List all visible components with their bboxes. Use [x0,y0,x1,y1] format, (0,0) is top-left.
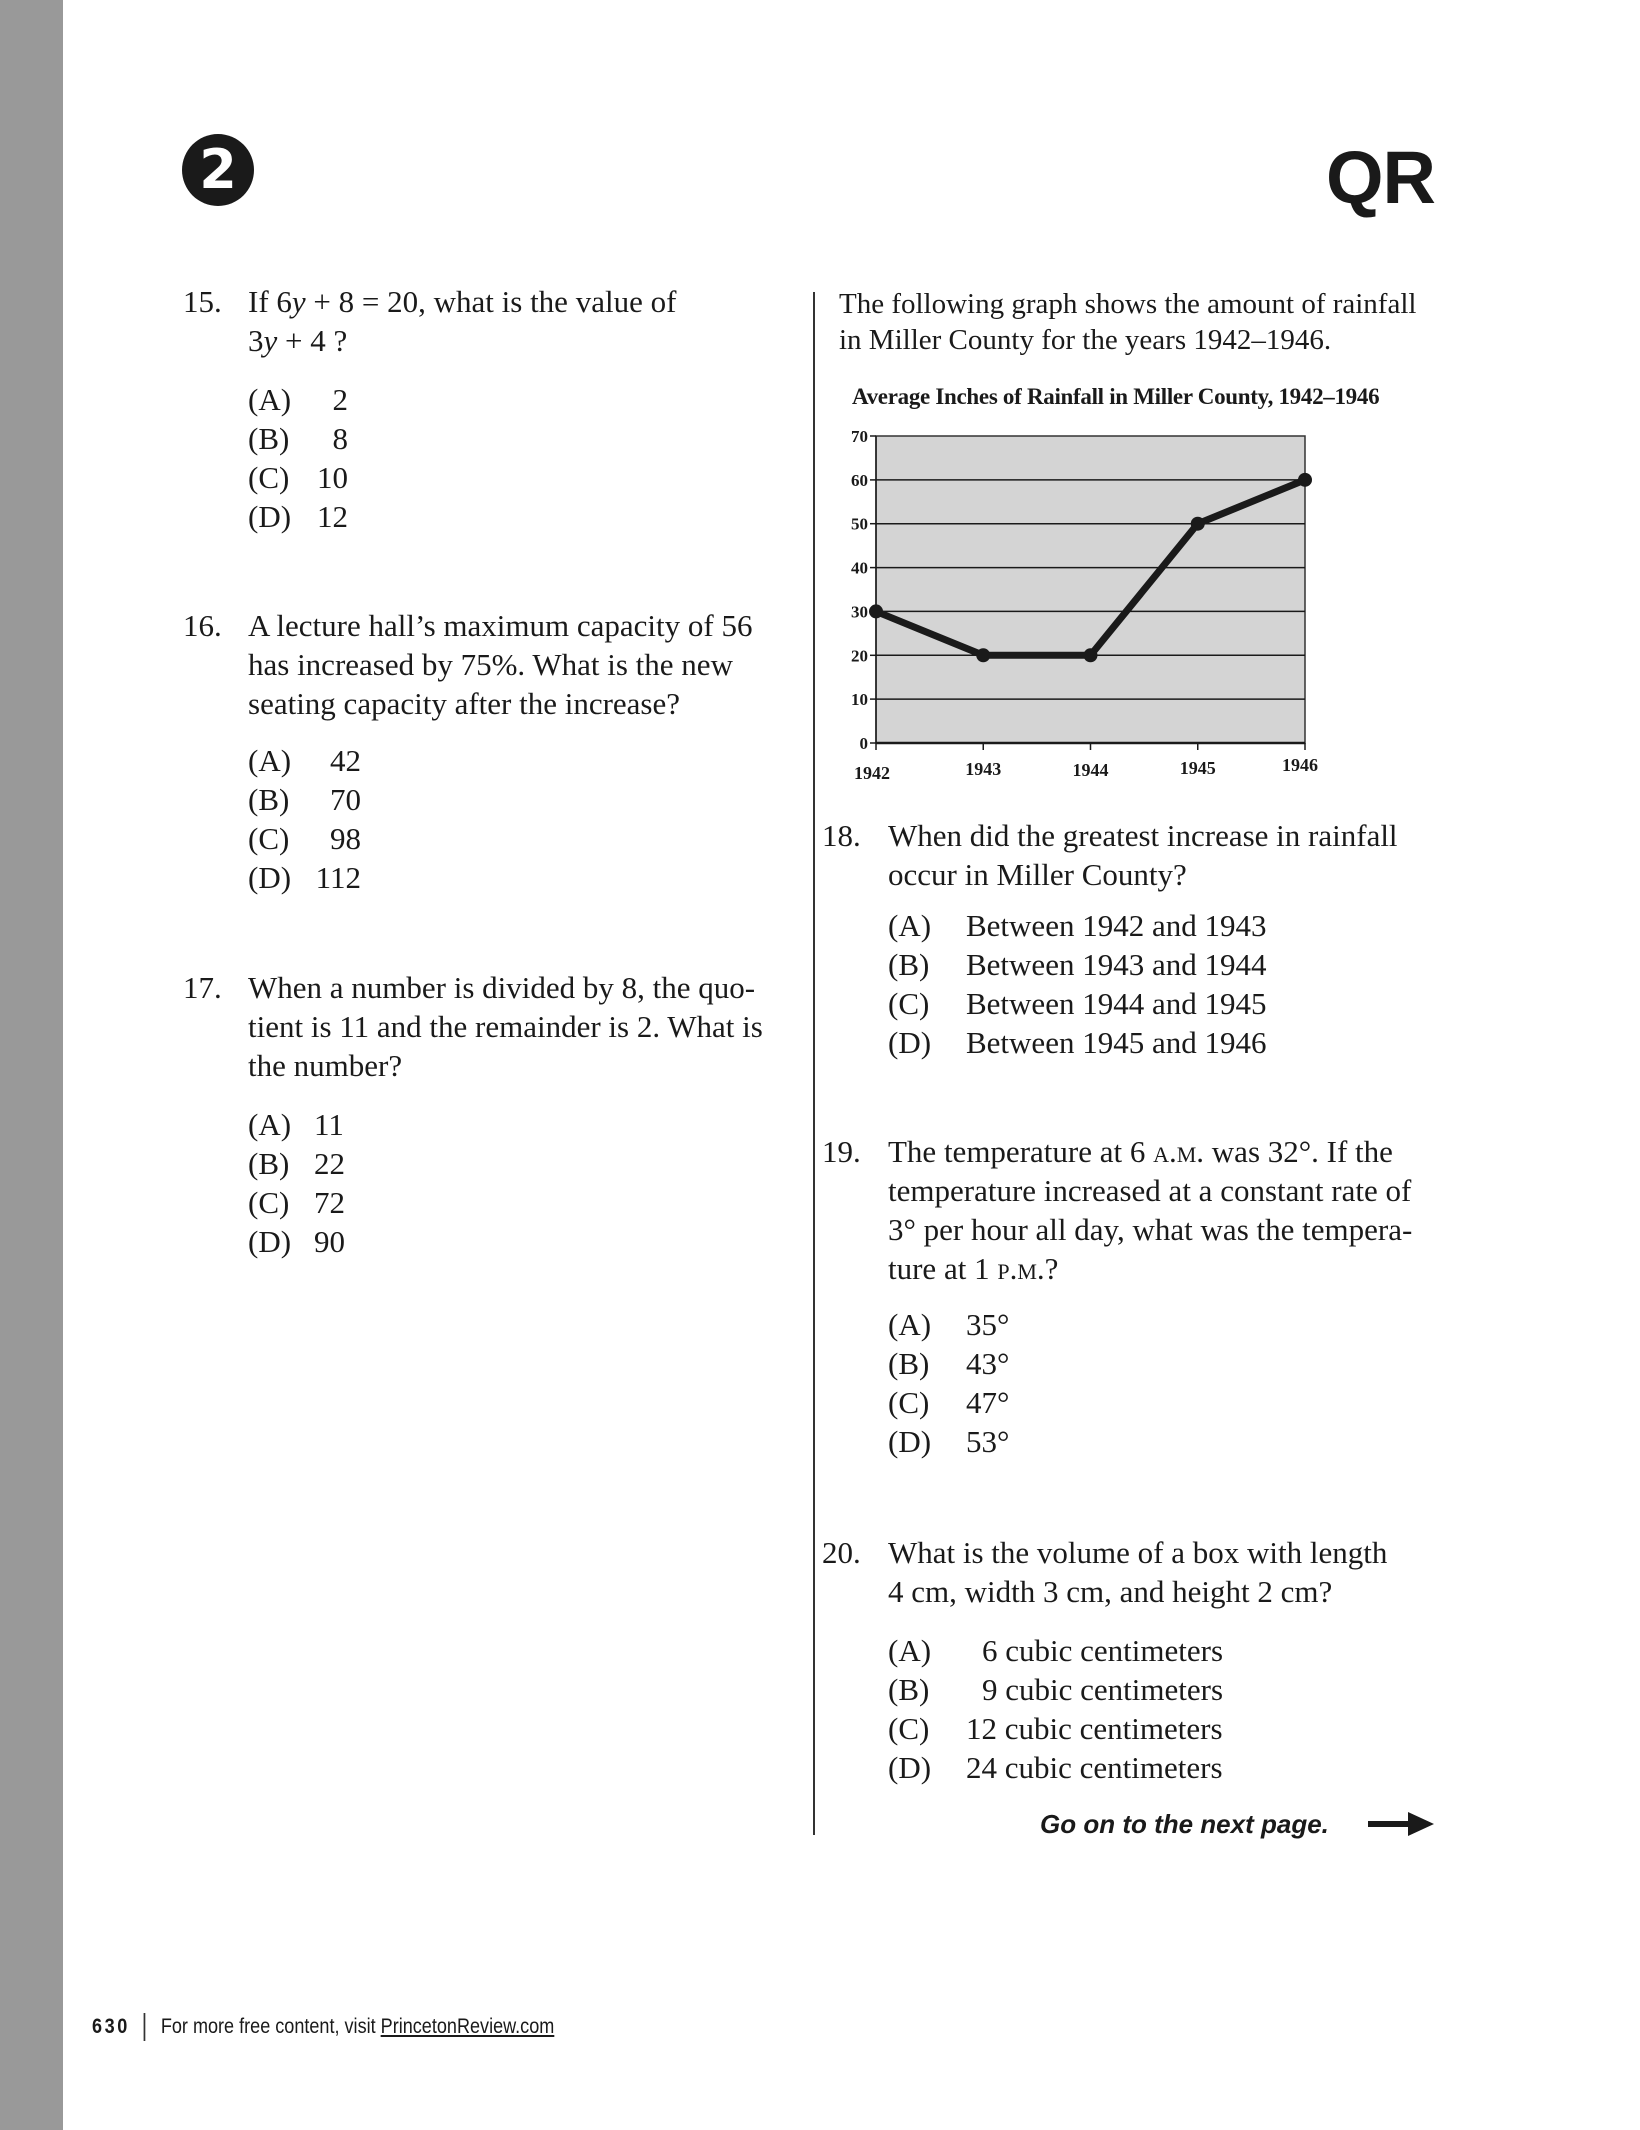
x-tick-label: 1943 [965,759,1002,779]
choice-letter: (D) [888,1424,932,1459]
choice-letter: (A) [888,908,932,943]
right-arrow-icon [1368,1812,1434,1836]
stem-line: has increased by 75%. What is the new [248,647,733,682]
plot-area [876,436,1305,743]
choice-letter: (B) [248,1146,290,1181]
stem-line: 3° per hour all day, what was the tempera- [888,1212,1413,1247]
choice-value: Between 1944 and 1945 [966,986,1267,1021]
choice-letter: (C) [888,986,930,1021]
stem-line: What is the volume of a box with length [888,1535,1388,1570]
question-stem [888,1533,1387,1611]
y-tick-label: 70 [851,427,868,446]
choice-value: Between 1942 and 1943 [966,908,1267,943]
choice-value: 10 [317,460,348,495]
question-number: 18. [822,818,861,853]
y-tick-label: 20 [851,646,868,666]
section-code: QR [1326,136,1435,219]
question-stem [248,606,752,723]
stem-text: was 32°. If the [1204,1134,1393,1169]
data-point [1084,648,1098,662]
choice-letter: (D) [888,1025,932,1060]
stem-line: When a number is divided by 8, the quo- [248,970,756,1005]
choice-value: 9 cubic centimeters [982,1672,1224,1707]
graph-intro [839,286,1459,358]
choice-letter: (B) [248,421,290,456]
choice-value: 12 cubic centimeters [966,1711,1223,1746]
choice-letter: (D) [248,860,292,895]
stem-line: 4 cm, width 3 cm, and height 2 cm? [888,1574,1333,1609]
page-number: 630 [92,2015,130,2038]
question-stem [888,816,1398,894]
choice-letter: (A) [248,1107,292,1142]
choice-letter: (A) [248,382,292,417]
choice-letter: (A) [248,743,292,778]
choice-value: 8 [332,421,348,456]
y-tick-label: 50 [851,514,868,534]
choice-value: 22 [314,1146,345,1181]
choice-value: 24 cubic centimeters [966,1750,1223,1785]
y-tick-label: 60 [851,470,868,490]
x-tick-label: 1942 [854,763,890,783]
data-point [1298,473,1312,487]
choice-letter: (A) [888,1307,932,1342]
choice-value: 6 cubic centimeters [982,1633,1224,1668]
question-number: 16. [183,608,222,643]
stem-line [888,1249,1412,1288]
question-number: 15. [183,284,222,319]
choice-letter: (D) [248,1224,292,1259]
data-point [976,648,990,662]
choice-value: 70 [330,782,361,817]
choice-value: 72 [314,1185,345,1220]
stem-line: tient is 11 and the remainder is 2. What is [248,1009,763,1044]
choice-letter: (D) [888,1750,932,1785]
choice-value: Between 1945 and 1946 [966,1025,1267,1060]
y-tick-label: 0 [859,734,868,753]
stem-line: temperature increased at a constant rate of [888,1173,1412,1208]
stem-line: seating capacity after the increase? [248,686,681,721]
stem-line: occur in Miller County? [888,857,1187,892]
princeton-review-link[interactable]: PrincetonReview.com [380,2015,555,2038]
stem-line: When did the greatest increase in rainfall [888,818,1398,853]
y-tick-labels [851,427,868,753]
y-tick-label: 30 [851,602,868,622]
question-number: 17. [183,970,222,1005]
stem-line: If 6y + 8 = 20, what is the value of [248,284,677,319]
choice-value: 11 [314,1107,344,1142]
choice-letter: (B) [888,1672,930,1707]
chart-title: Average Inches of Rainfall in Miller County, 1942–1946 [852,384,1380,409]
x-tick-label: 1944 [1072,760,1109,780]
stem-text: ture at 1 [888,1251,998,1286]
choice-value: 42 [330,743,361,778]
stem-line: A lecture hall’s maximum capacity of 56 [248,608,753,643]
choice-value: 2 [332,382,348,417]
intro-line: The following graph shows the amount of rainfall [839,288,1417,320]
choice-value: 112 [315,860,361,895]
choice-value: 35° [966,1307,1010,1342]
choice-letter: (C) [888,1385,930,1420]
choice-letter: (A) [888,1633,932,1668]
page-gutter [0,0,63,2130]
choice-letter: (D) [248,499,292,534]
question-stem [888,1132,1412,1288]
stem-text: p.m. [997,1251,1045,1286]
stem-text: ? [1044,1251,1059,1286]
page-footer [92,2012,554,2042]
question-stem [248,968,763,1085]
choice-value: 53° [966,1424,1010,1459]
y-tick-label: 10 [851,690,868,710]
data-point [1191,517,1205,531]
data-point [869,604,883,618]
question-number: 19. [822,1134,861,1169]
choice-value: 43° [966,1346,1010,1381]
stem-text: The temperature at 6 [888,1134,1154,1169]
footer-separator [144,2013,146,2041]
choice-letter: (B) [888,947,930,982]
x-tick-label: 1946 [1282,755,1318,775]
column-divider [813,292,815,1835]
x-tick-label: 1945 [1179,758,1216,778]
x-tick-labels [854,755,1318,783]
choice-value: 47° [966,1385,1010,1420]
stem-line: 3y + 4 ? [248,323,348,358]
y-tick-label: 40 [851,558,868,578]
choice-value: 98 [330,821,361,856]
question-stem [248,282,676,360]
choice-letter: (C) [248,460,290,495]
question-number: 20. [822,1535,861,1570]
rainfall-line-chart [840,420,1320,790]
go-on-instruction: Go on to the next page. [1040,1809,1329,1839]
choice-letter: (B) [888,1346,930,1381]
choice-letter: (C) [248,821,290,856]
choice-value: Between 1943 and 1944 [966,947,1267,982]
choice-letter: (B) [248,782,290,817]
choice-value: 90 [314,1224,345,1259]
section-number-badge: 2 [182,134,254,206]
footer-text: For more free content, visit [160,2015,381,2038]
intro-line: in Miller County for the years 1942–1946. [839,324,1332,356]
choice-value: 12 [317,499,348,534]
stem-text: a.m. [1153,1134,1205,1169]
choice-letter: (C) [248,1185,290,1220]
stem-line [888,1132,1412,1171]
choice-letter: (C) [888,1711,930,1746]
stem-line: the number? [248,1048,403,1083]
